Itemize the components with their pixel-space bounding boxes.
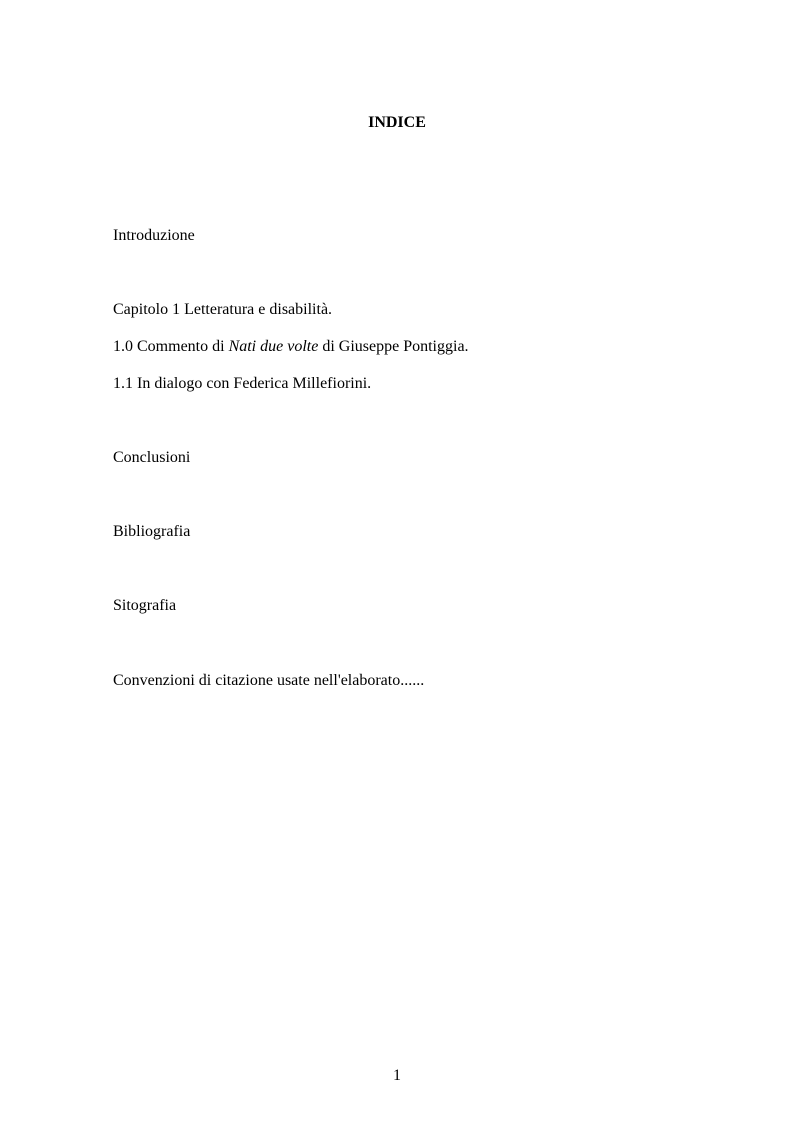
page-title: INDICE — [368, 114, 426, 131]
toc-entry-section-1-0 — [113, 337, 469, 357]
toc-entry-chapter-1: Capitolo 1 Letteratura e disabilità. — [113, 301, 333, 318]
section-1-0-suffix: di Giuseppe Pontiggia. — [318, 338, 469, 355]
toc-entry-bibliography: Bibliografia — [113, 523, 191, 540]
toc-entry-sitography: Sitografia — [113, 597, 177, 614]
toc-entry-introduction: Introduzione — [113, 227, 195, 244]
toc-entry-conventions: Convenzioni di citazione usate nell'elaborato...... — [113, 672, 425, 689]
page-number: 1 — [393, 1067, 401, 1084]
section-1-0-prefix: 1.0 Commento di — [113, 338, 229, 355]
toc-entry-conclusions: Conclusioni — [113, 449, 191, 466]
section-1-0-book-title: Nati due volte — [228, 338, 319, 355]
toc-entry-section-1-1: 1.1 In dialogo con Federica Millefiorini. — [113, 375, 372, 392]
